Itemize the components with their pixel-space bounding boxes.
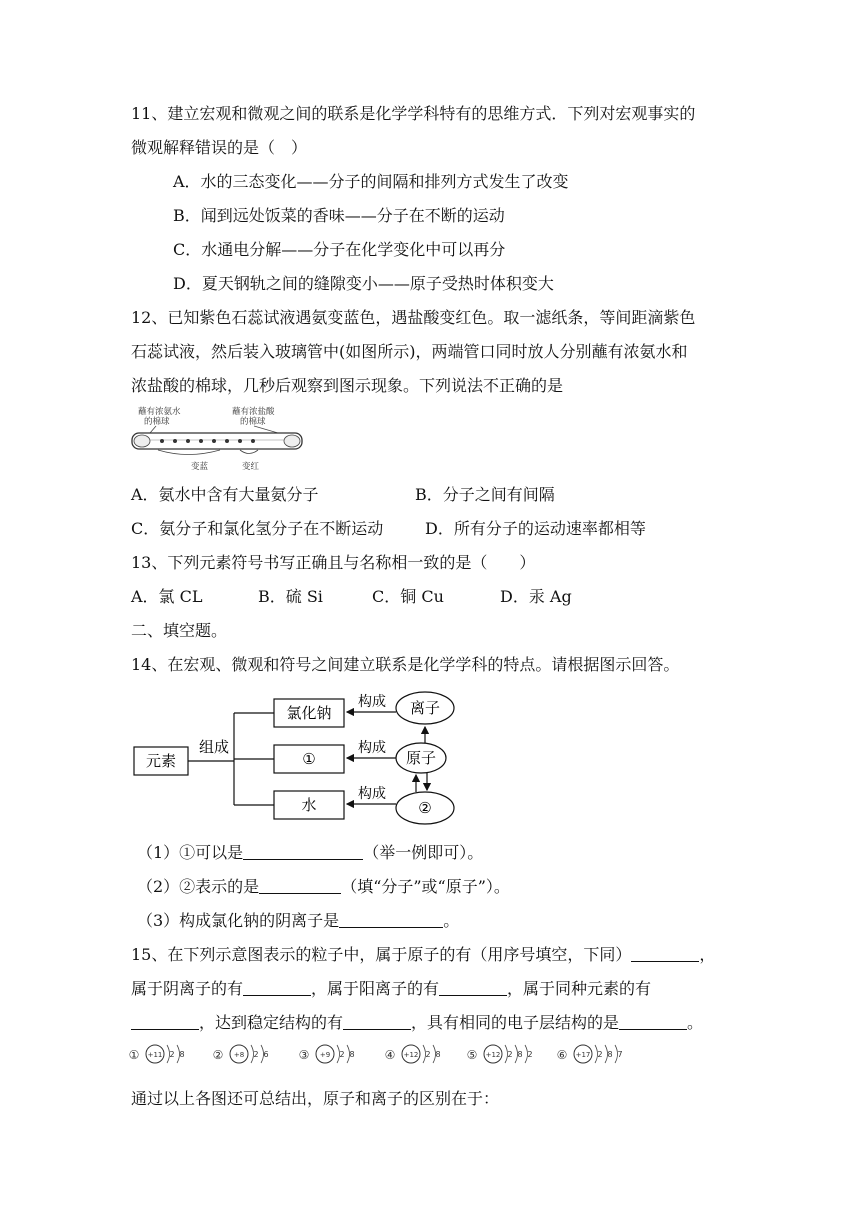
figure-right-label-1: 蘸有浓盐酸 <box>232 407 275 417</box>
q14-sub2 <box>137 876 510 898</box>
particle-nucleus-charge: +9 <box>319 1051 331 1059</box>
q15-blank-cations[interactable] <box>439 979 507 996</box>
q15-blank-same-element[interactable] <box>131 1013 199 1030</box>
particle-1 <box>129 1045 185 1063</box>
q15-line2-text-a: 属于阴离子的有 <box>131 979 244 998</box>
q14-blank-1[interactable] <box>243 843 363 860</box>
electron-shell-count: 6 <box>263 1050 269 1059</box>
q15-blank-stable[interactable] <box>343 1013 411 1030</box>
particle-nucleus-charge: +12 <box>403 1051 419 1059</box>
q13-option-a: A．氯 CL <box>131 587 203 606</box>
particle-3 <box>299 1045 355 1063</box>
electron-shell-count: 7 <box>617 1050 623 1059</box>
particle-index: ① <box>128 1048 140 1062</box>
q15-blank-anions[interactable] <box>243 979 311 996</box>
particle-diagrams <box>128 1042 658 1068</box>
q11-stem-line1: 11、建立宏观和微观之间的联系是化学学科特有的思维方式．下列对宏观事实的 <box>131 104 696 123</box>
electron-shell-count: 2 <box>527 1050 533 1059</box>
electron-shell-count: 8 <box>349 1050 355 1059</box>
electron-shell-count: 2 <box>169 1050 175 1059</box>
q13-option-d: D．汞 Ag <box>500 587 572 606</box>
q14-sub2-suffix: （填“分子”或“原子”）。 <box>341 877 510 896</box>
q15-conclusion: 通过以上各图还可总结出，原子和离子的区别在于： <box>131 1089 500 1108</box>
glass-tube-figure <box>128 403 308 473</box>
figure-bottom-right: 变红 <box>242 462 260 472</box>
atom-label: 原子 <box>405 749 437 767</box>
q15-line2-text-c: ，属于同种元素的有 <box>507 979 652 998</box>
q11-option-d: D．夏天钢轨之间的缝隙变小——原子受热时体积变大 <box>173 274 554 293</box>
figure-left-label-1: 蘸有浓氨水 <box>138 407 181 417</box>
q11-stem-line2: 微观解释错误的是（ ） <box>131 138 308 157</box>
q13-option-b: B．硫 Si <box>258 587 323 606</box>
q12-stem-line2: 石蕊试液，然后装入玻璃管中(如图所示)，两端管口同时放人分别蘸有浓氨水和 <box>131 342 688 361</box>
q13-stem: 13、下列元素符号书写正确且与名称相一致的是（ ） <box>131 553 536 572</box>
q14-stem: 14、在宏观、微观和符号之间建立联系是化学学科的特点。请根据图示回答。 <box>131 655 680 674</box>
glass-tube <box>132 433 302 449</box>
blank2-label: ② <box>418 799 432 817</box>
figure-bottom-left: 变蓝 <box>191 462 209 472</box>
section-title: 二、填空题。 <box>131 621 228 640</box>
ammonia-cotton-ball <box>134 435 150 447</box>
electron-shell-count: 2 <box>339 1050 345 1059</box>
electron-shell-count: 2 <box>597 1050 603 1059</box>
element-label: 元素 <box>145 752 177 770</box>
particle-4 <box>385 1045 441 1063</box>
electron-shell-count: 8 <box>517 1050 523 1059</box>
particle-5 <box>467 1045 533 1063</box>
electron-shell-count: 8 <box>435 1050 441 1059</box>
nacl-label: 氯化钠 <box>286 704 332 722</box>
particle-nucleus-charge: +17 <box>575 1051 591 1059</box>
electron-shell-count: 2 <box>253 1050 259 1059</box>
particle-nucleus-charge: +11 <box>147 1051 163 1059</box>
q12-option-b: B．分子之间有间隔 <box>415 485 555 504</box>
q14-sub1-prefix: （1）①可以是 <box>137 843 244 862</box>
q11-option-b: B．闻到远处饭菜的香味——分子在不断的运动 <box>173 206 505 225</box>
q12-stem-line1: 12、已知紫色石蕊试液遇氨变蓝色，遇盐酸变红色。取一滤纸条，等间距滴紫色 <box>131 308 696 327</box>
q14-blank-2[interactable] <box>259 877 341 894</box>
q12-option-a: A．氨水中含有大量氨分子 <box>131 485 319 504</box>
q15-line3 <box>131 1012 703 1034</box>
hcl-cotton-ball <box>284 435 300 447</box>
figure-right-label-2: 的棉球 <box>240 417 266 427</box>
electron-shell-count: 2 <box>425 1050 431 1059</box>
particle-index: ③ <box>298 1048 310 1062</box>
particle-6 <box>557 1045 623 1063</box>
figure-left-label-2: 的棉球 <box>144 417 170 427</box>
particle-2 <box>213 1045 269 1063</box>
construct-label-3: 构成 <box>358 786 386 802</box>
q14-sub3-suffix: 。 <box>443 911 460 930</box>
q11-option-c: C．水通电分解——分子在化学变化中可以再分 <box>173 240 506 259</box>
ion-label: 离子 <box>409 699 441 717</box>
litmus-drops <box>160 439 255 443</box>
q15-blank-same-shell[interactable] <box>619 1013 687 1030</box>
q11-option-a: A．水的三态变化——分子的间隔和排列方式发生了改变 <box>173 172 569 191</box>
q13-option-c: C．铜 Cu <box>372 587 444 606</box>
particle-index: ② <box>212 1048 224 1062</box>
q15-line3-text-d: 。 <box>687 1013 704 1032</box>
particle-nucleus-charge: +12 <box>485 1051 501 1059</box>
q15-line3-text-b: ，达到稳定结构的有 <box>199 1013 344 1032</box>
construct-label-2: 构成 <box>358 740 386 756</box>
water-label: 水 <box>301 796 317 814</box>
q15-line2 <box>131 978 651 1000</box>
q15-line1 <box>131 944 715 966</box>
q15-blank-atoms[interactable] <box>631 945 699 962</box>
q15-line1-end: ， <box>699 945 716 964</box>
q15-line3-text-c: ，具有相同的电子层结构的是 <box>411 1013 620 1032</box>
electron-shell-count: 8 <box>607 1050 613 1059</box>
electron-shell-count: 2 <box>507 1050 513 1059</box>
q12-option-d: D．所有分子的运动速率都相等 <box>425 519 646 538</box>
q14-sub3-prefix: （3）构成氯化钠的阴离子是 <box>137 911 340 930</box>
q14-blank-3[interactable] <box>339 911 443 928</box>
q15-line1-text: 15、在下列示意图表示的粒子中，属于原子的有（用序号填空，下同） <box>131 945 632 964</box>
q12-option-c: C．氨分子和氯化氢分子在不断运动 <box>131 519 384 538</box>
particle-index: ⑥ <box>556 1048 568 1062</box>
particle-index: ⑤ <box>466 1048 478 1062</box>
blank1-label: ① <box>302 750 316 768</box>
compose-label: 组成 <box>198 738 230 756</box>
construct-label-1: 构成 <box>358 694 386 710</box>
particle-nucleus-charge: +8 <box>233 1051 245 1059</box>
q15-line2-text-b: ，属于阳离子的有 <box>311 979 440 998</box>
q14-sub2-prefix: （2）②表示的是 <box>137 877 260 896</box>
q14-sub1-suffix: （举一例即可）。 <box>363 843 484 862</box>
element-particle-diagram <box>128 686 468 826</box>
particle-index: ④ <box>384 1048 396 1062</box>
q14-sub3 <box>137 910 459 932</box>
electron-shell-count: 8 <box>179 1050 185 1059</box>
q14-sub1 <box>137 842 483 864</box>
q12-stem-line3: 浓盐酸的棉球，几秒后观察到图示现象。下列说法不正确的是 <box>131 376 564 395</box>
